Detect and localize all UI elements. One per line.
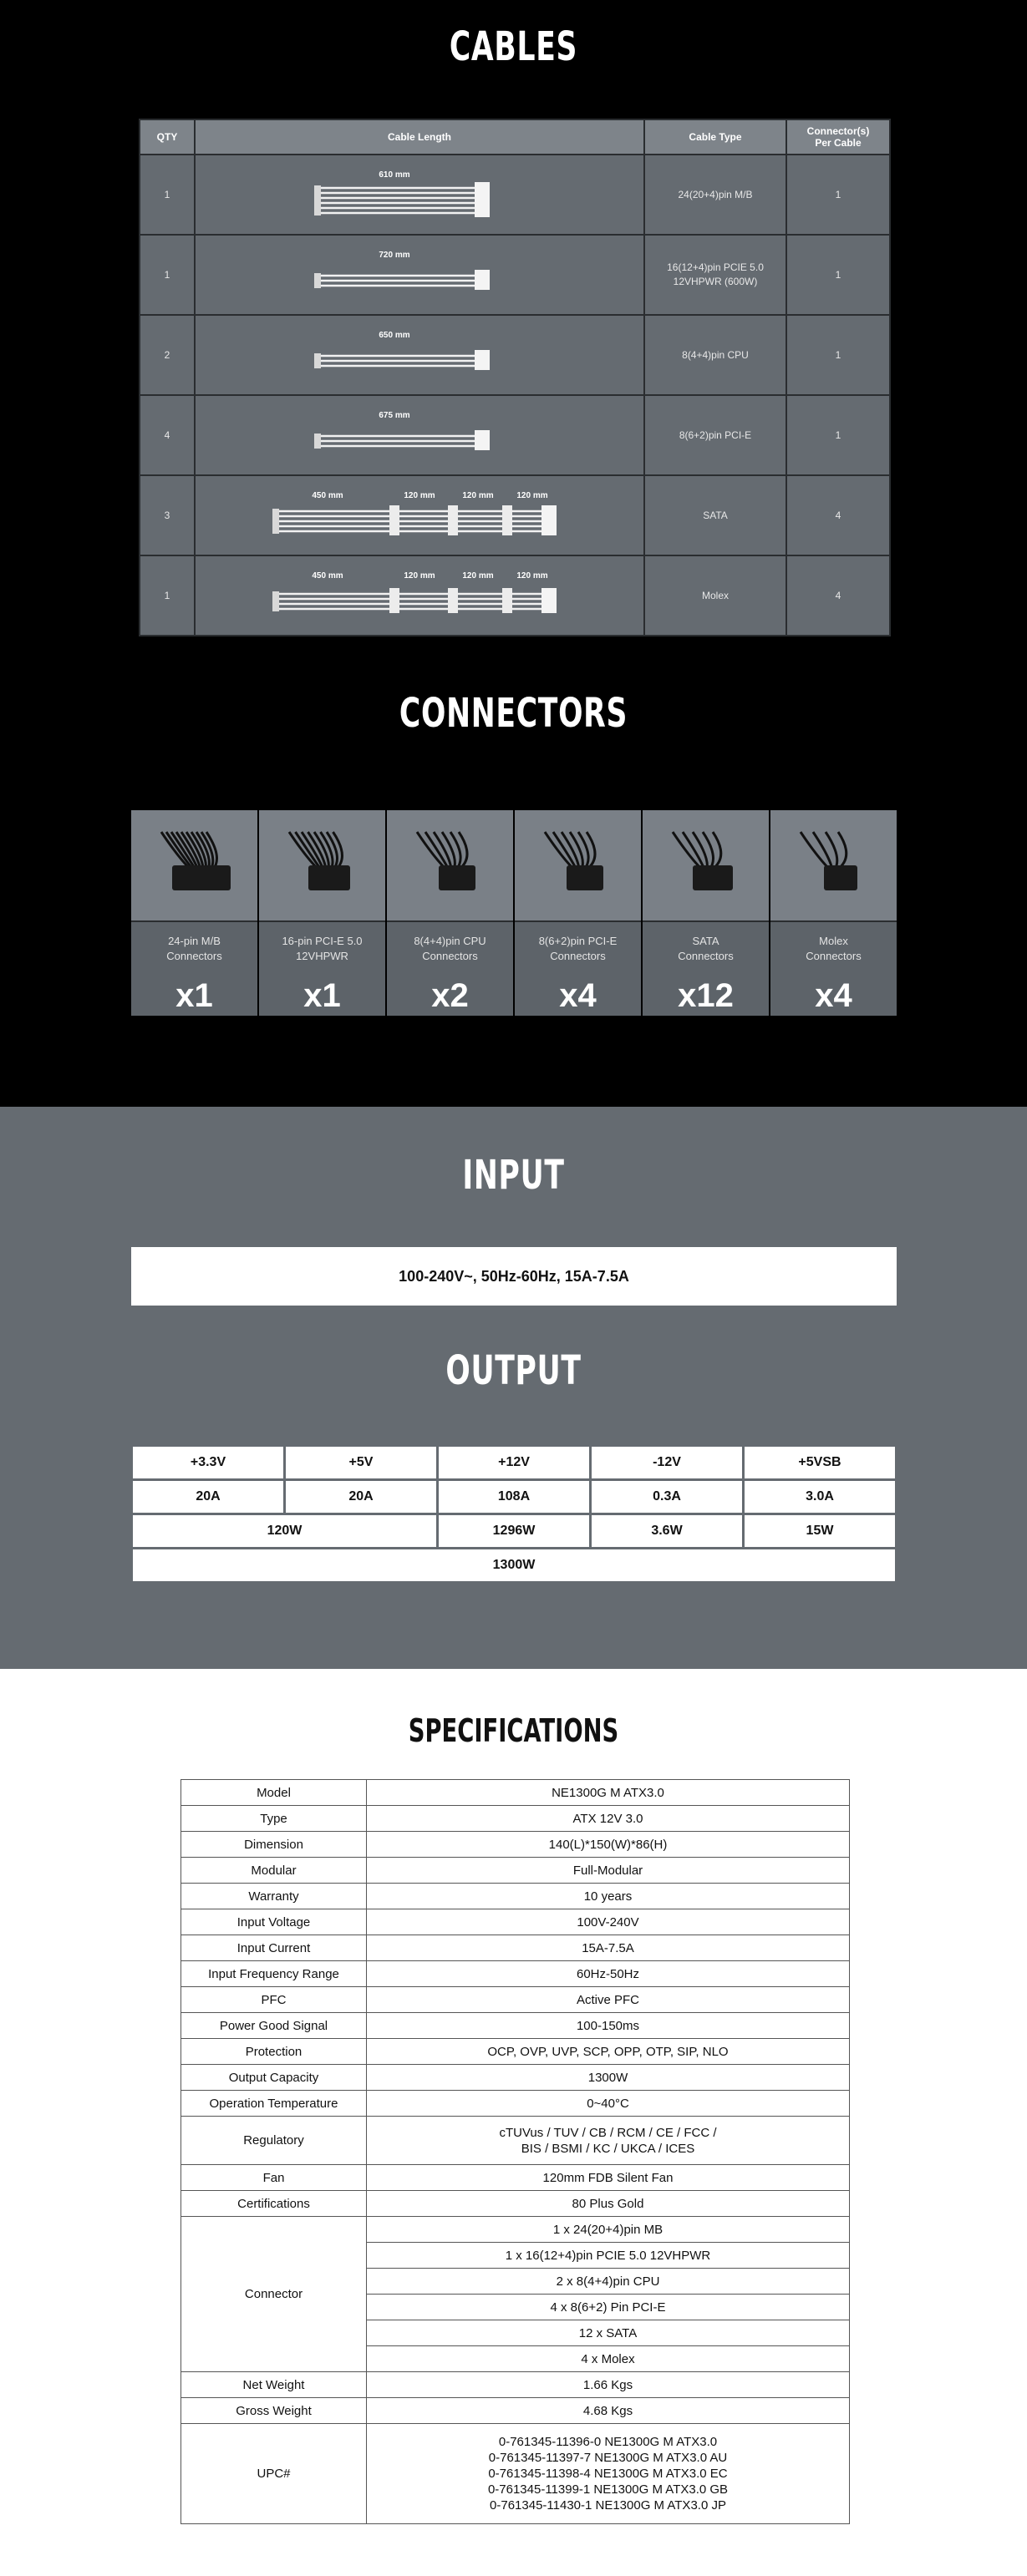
- 12vhpwr-connector-image: [259, 810, 385, 922]
- spec-value: OCP, OVP, UVP, SCP, OPP, OTP, SIP, NLO: [367, 2039, 850, 2065]
- spec-value: [367, 2424, 850, 2524]
- spec-value: 2 x 8(4+4)pin CPU: [367, 2269, 850, 2295]
- connector-photo: [400, 824, 501, 907]
- spec-row: [181, 2117, 850, 2165]
- connector-card: [643, 810, 769, 1016]
- connector-wire: [417, 832, 446, 870]
- cable-type: Molex: [644, 555, 786, 636]
- spec-value: 1.66 Kgs: [367, 2372, 850, 2398]
- connector-label: 8(6+2)pin PCI-E Connectors: [538, 935, 618, 962]
- connector-wire: [837, 832, 847, 870]
- spec-value: [367, 2117, 850, 2165]
- spec-key: Modular: [181, 1858, 367, 1884]
- watts-5vsb: 15W: [745, 1515, 895, 1547]
- cable-illustration: [252, 242, 587, 307]
- molex-connector-image: [770, 810, 897, 922]
- rail-3v3: +3.3V: [133, 1447, 283, 1478]
- cable-length: [195, 235, 644, 315]
- spec-key: Connector: [181, 2217, 367, 2372]
- spec-value: 140(L)*150(W)*86(H): [367, 1832, 850, 1858]
- cable-end-connector: [475, 350, 490, 370]
- cable-length-label: 610 mm: [379, 170, 410, 180]
- connector-label: 24-pin M/B Connectors: [166, 935, 222, 962]
- cable-start-plug: [314, 353, 321, 368]
- connector-photo: [145, 824, 245, 907]
- header-cable-length: Cable Length: [195, 119, 644, 155]
- watts-combined-3v3-5v: 120W: [133, 1515, 436, 1547]
- connector-label: Molex Connectors: [806, 935, 862, 962]
- cable-mid-connector: [448, 588, 458, 613]
- specifications-title: SPECIFICATIONS: [408, 1712, 619, 1749]
- spec-key: Protection: [181, 2039, 367, 2065]
- spec-value: 60Hz-50Hz: [367, 1961, 850, 1987]
- spec-row: [181, 1780, 850, 1806]
- spec-value: 10 years: [367, 1884, 850, 1909]
- output-watts-row: [133, 1515, 895, 1547]
- atx-24pin-connector-image: [131, 810, 257, 922]
- header-qty: QTY: [140, 119, 195, 155]
- cable-illustration: [252, 403, 587, 468]
- cables-table: [139, 119, 891, 636]
- connector-photo: [784, 824, 884, 907]
- spec-key: Certifications: [181, 2191, 367, 2217]
- output-table: [130, 1444, 897, 1584]
- cable-mid-connector: [502, 505, 512, 535]
- input-title: INPUT: [462, 1152, 565, 1199]
- spec-value: 4.68 Kgs: [367, 2398, 850, 2424]
- connector-count: x1: [175, 977, 213, 1014]
- connector-photo: [528, 824, 628, 907]
- spec-key: PFC: [181, 1987, 367, 2013]
- cable-row: [140, 395, 890, 475]
- spec-value: 4 x 8(6+2) Pin PCI-E: [367, 2295, 850, 2320]
- spec-value: 1 x 24(20+4)pin MB: [367, 2217, 850, 2243]
- connector-housing: [824, 865, 857, 890]
- spec-row: [181, 2165, 850, 2191]
- upc-line: 0-761345-11399-1 NE1300G M ATX3.0 GB: [487, 2482, 729, 2497]
- spec-value: 12 x SATA: [367, 2320, 850, 2346]
- rail-5vsb: +5VSB: [745, 1447, 895, 1478]
- connector-count: x1: [303, 977, 341, 1014]
- connector-card: [515, 810, 641, 1016]
- current-neg12v: 0.3A: [592, 1481, 742, 1513]
- cable-mid-connector: [448, 505, 458, 535]
- connector-housing: [439, 865, 475, 890]
- spec-value: Active PFC: [367, 1987, 850, 2013]
- cables-table-body: [140, 155, 890, 636]
- cable-type: 8(4+4)pin CPU: [644, 315, 786, 395]
- connector-housing: [693, 865, 733, 890]
- regulatory-line: BIS / BSMI / KC / UKCA / ICES: [521, 2141, 695, 2156]
- spec-row: [181, 1909, 850, 1935]
- connector-housing: [567, 865, 603, 890]
- cable-connectors-per-cable: 1: [786, 235, 890, 315]
- cable-mid-connector: [502, 588, 512, 613]
- connector-card: [259, 810, 385, 1016]
- cable-qty: 1: [140, 235, 195, 315]
- cable-start-plug: [272, 509, 279, 534]
- spec-row: [181, 2039, 850, 2065]
- spec-value: Full-Modular: [367, 1858, 850, 1884]
- cable-row: [140, 475, 890, 555]
- connector-card: [770, 810, 897, 1016]
- cable-end-connector: [541, 588, 557, 613]
- cable-start-plug: [314, 273, 321, 288]
- connector-count: x2: [431, 977, 469, 1014]
- cable-illustration: [252, 162, 587, 227]
- cable-end-connector: [541, 505, 557, 535]
- cables-section: [0, 0, 1027, 718]
- connector-card: [131, 810, 257, 1016]
- cable-end-connector: [475, 270, 490, 290]
- cable-qty: 2: [140, 315, 195, 395]
- cable-illustration: [252, 322, 587, 388]
- header-connectors-per-cable: Connector(s) Per Cable: [786, 119, 890, 155]
- current-12v: 108A: [439, 1481, 589, 1513]
- spec-key: Model: [181, 1780, 367, 1806]
- spec-value: 120mm FDB Silent Fan: [367, 2165, 850, 2191]
- connector-label: 16-pin PCI-E 5.0 12VHPWR: [282, 935, 363, 962]
- cable-qty: 1: [140, 155, 195, 235]
- spec-row: [181, 2217, 850, 2243]
- output-total-row: [133, 1549, 895, 1581]
- cable-length-label: 450 mm: [312, 571, 343, 581]
- cable-row: [140, 235, 890, 315]
- cable-end-connector: [475, 430, 490, 450]
- spec-key: Gross Weight: [181, 2398, 367, 2424]
- spec-key: Dimension: [181, 1832, 367, 1858]
- input-spec-box: 100-240V~, 50Hz-60Hz, 15A-7.5A: [131, 1247, 897, 1306]
- cable-length-label: 120 mm: [516, 571, 548, 581]
- regulatory-line: cTUVus / TUV / CB / RCM / CE / FCC /: [499, 2125, 717, 2140]
- watts-total: 1300W: [133, 1549, 895, 1581]
- output-title: OUTPUT: [445, 1347, 582, 1394]
- spec-row: [181, 1987, 850, 2013]
- cable-end-connector: [475, 182, 490, 217]
- cable-length: [195, 395, 644, 475]
- current-5vsb: 3.0A: [745, 1481, 895, 1513]
- cable-length: [195, 315, 644, 395]
- cable-illustration: [252, 563, 587, 628]
- upc-line: 0-761345-11397-7 NE1300G M ATX3.0 AU: [488, 2451, 728, 2465]
- upc-line: 0-761345-11430-1 NE1300G M ATX3.0 JP: [490, 2498, 726, 2513]
- connectors-grid: [131, 810, 897, 1016]
- spec-value: 15A-7.5A: [367, 1935, 850, 1961]
- cable-length-label: 120 mm: [404, 571, 435, 581]
- spec-row: [181, 1806, 850, 1832]
- cable-mid-connector: [389, 588, 399, 613]
- cable-connectors-per-cable: 1: [786, 155, 890, 235]
- cable-length-label: 650 mm: [379, 331, 410, 340]
- spec-key: Type: [181, 1806, 367, 1832]
- connector-housing: [172, 865, 231, 890]
- spec-value: ATX 12V 3.0: [367, 1806, 850, 1832]
- cable-start-plug: [272, 591, 279, 611]
- cable-connectors-per-cable: 1: [786, 395, 890, 475]
- cable-row: [140, 155, 890, 235]
- cable-length-label: 120 mm: [462, 491, 494, 500]
- cable-type: 16(12+4)pin PCIE 5.0 12VHPWR (600W): [644, 235, 786, 315]
- spec-key: Regulatory: [181, 2117, 367, 2165]
- connector-label: SATA Connectors: [678, 935, 734, 962]
- upc-line: 0-761345-11398-4 NE1300G M ATX3.0 EC: [488, 2467, 728, 2481]
- cable-start-plug: [314, 434, 321, 449]
- spec-key: Fan: [181, 2165, 367, 2191]
- spec-key: UPC#: [181, 2424, 367, 2524]
- connector-count: x12: [678, 977, 734, 1014]
- cable-type: 8(6+2)pin PCI-E: [644, 395, 786, 475]
- spec-value: 0~40°C: [367, 2091, 850, 2117]
- cable-length-label: 120 mm: [516, 491, 548, 500]
- input-output-section: [0, 1107, 1027, 1669]
- spec-row: [181, 2398, 850, 2424]
- upc-line: 0-761345-11396-0 NE1300G M ATX3.0: [498, 2435, 718, 2449]
- watts-12v: 1296W: [439, 1515, 589, 1547]
- spec-value: 80 Plus Gold: [367, 2191, 850, 2217]
- connector-label: 8(4+4)pin CPU Connectors: [414, 935, 486, 962]
- connectors-title: CONNECTORS: [399, 690, 628, 737]
- spec-value: 100-150ms: [367, 2013, 850, 2039]
- output-currents-row: [133, 1481, 895, 1513]
- cable-length-label: 720 mm: [379, 251, 410, 260]
- rail-12v: +12V: [439, 1447, 589, 1478]
- specifications-section: [0, 1669, 1027, 2576]
- spec-key: Operation Temperature: [181, 2091, 367, 2117]
- cable-connectors-per-cable: 4: [786, 475, 890, 555]
- spec-row: [181, 2372, 850, 2398]
- spec-key: Input Voltage: [181, 1909, 367, 1935]
- spec-key: Warranty: [181, 1884, 367, 1909]
- connector-count: x4: [815, 977, 852, 1014]
- cable-start-plug: [314, 185, 321, 216]
- cable-length: [195, 475, 644, 555]
- connector-card: [387, 810, 513, 1016]
- rail-neg12v: -12V: [592, 1447, 742, 1478]
- spec-key: Input Current: [181, 1935, 367, 1961]
- header-cable-type: Cable Type: [644, 119, 786, 155]
- sata-connector-image: [643, 810, 769, 922]
- cable-length-label: 120 mm: [404, 491, 435, 500]
- cable-illustration: [252, 483, 587, 548]
- current-5v: 20A: [286, 1481, 436, 1513]
- connector-housing: [308, 865, 350, 890]
- cable-length-label: 675 mm: [379, 411, 410, 420]
- cpu-8pin-connector-image: [387, 810, 513, 922]
- connector-photo: [272, 824, 373, 907]
- spec-key: Output Capacity: [181, 2065, 367, 2091]
- cable-row: [140, 315, 890, 395]
- watts-neg12v: 3.6W: [592, 1515, 742, 1547]
- cable-length-label: 450 mm: [312, 491, 343, 500]
- connector-photo: [656, 824, 756, 907]
- connector-wire: [545, 832, 574, 870]
- cable-connectors-per-cable: 4: [786, 555, 890, 636]
- rail-5v: +5V: [286, 1447, 436, 1478]
- cable-length-label: 120 mm: [462, 571, 494, 581]
- cable-length: [195, 555, 644, 636]
- cable-type: 24(20+4)pin M/B: [644, 155, 786, 235]
- spec-row: [181, 2013, 850, 2039]
- spec-value: NE1300G M ATX3.0: [367, 1780, 850, 1806]
- pcie-8pin-connector-image: [515, 810, 641, 922]
- connectors-section: [0, 690, 1027, 1107]
- cable-qty: 4: [140, 395, 195, 475]
- spec-row: [181, 1935, 850, 1961]
- spec-row: [181, 2091, 850, 2117]
- spec-row: [181, 2065, 850, 2091]
- spec-row: [181, 1961, 850, 1987]
- spec-row: [181, 2191, 850, 2217]
- cable-qty: 3: [140, 475, 195, 555]
- cable-type: SATA: [644, 475, 786, 555]
- cable-connectors-per-cable: 1: [786, 315, 890, 395]
- output-rails-row: [133, 1447, 895, 1478]
- spec-row: [181, 1858, 850, 1884]
- spec-key: Net Weight: [181, 2372, 367, 2398]
- spec-row: [181, 1884, 850, 1909]
- spec-row: [181, 2424, 850, 2524]
- spec-value: 1 x 16(12+4)pin PCIE 5.0 12VHPWR: [367, 2243, 850, 2269]
- cable-qty: 1: [140, 555, 195, 636]
- cable-mid-connector: [389, 505, 399, 535]
- spec-value: 100V-240V: [367, 1909, 850, 1935]
- spec-key: Power Good Signal: [181, 2013, 367, 2039]
- spec-value: 1300W: [367, 2065, 850, 2091]
- connector-count: x4: [559, 977, 597, 1014]
- cables-title: CABLES: [449, 23, 578, 70]
- cable-length: [195, 155, 644, 235]
- cable-row: [140, 555, 890, 636]
- specifications-table: [180, 1779, 850, 2524]
- spec-row: [181, 1832, 850, 1858]
- current-3v3: 20A: [133, 1481, 283, 1513]
- spec-value: 4 x Molex: [367, 2346, 850, 2372]
- spec-key: Input Frequency Range: [181, 1961, 367, 1987]
